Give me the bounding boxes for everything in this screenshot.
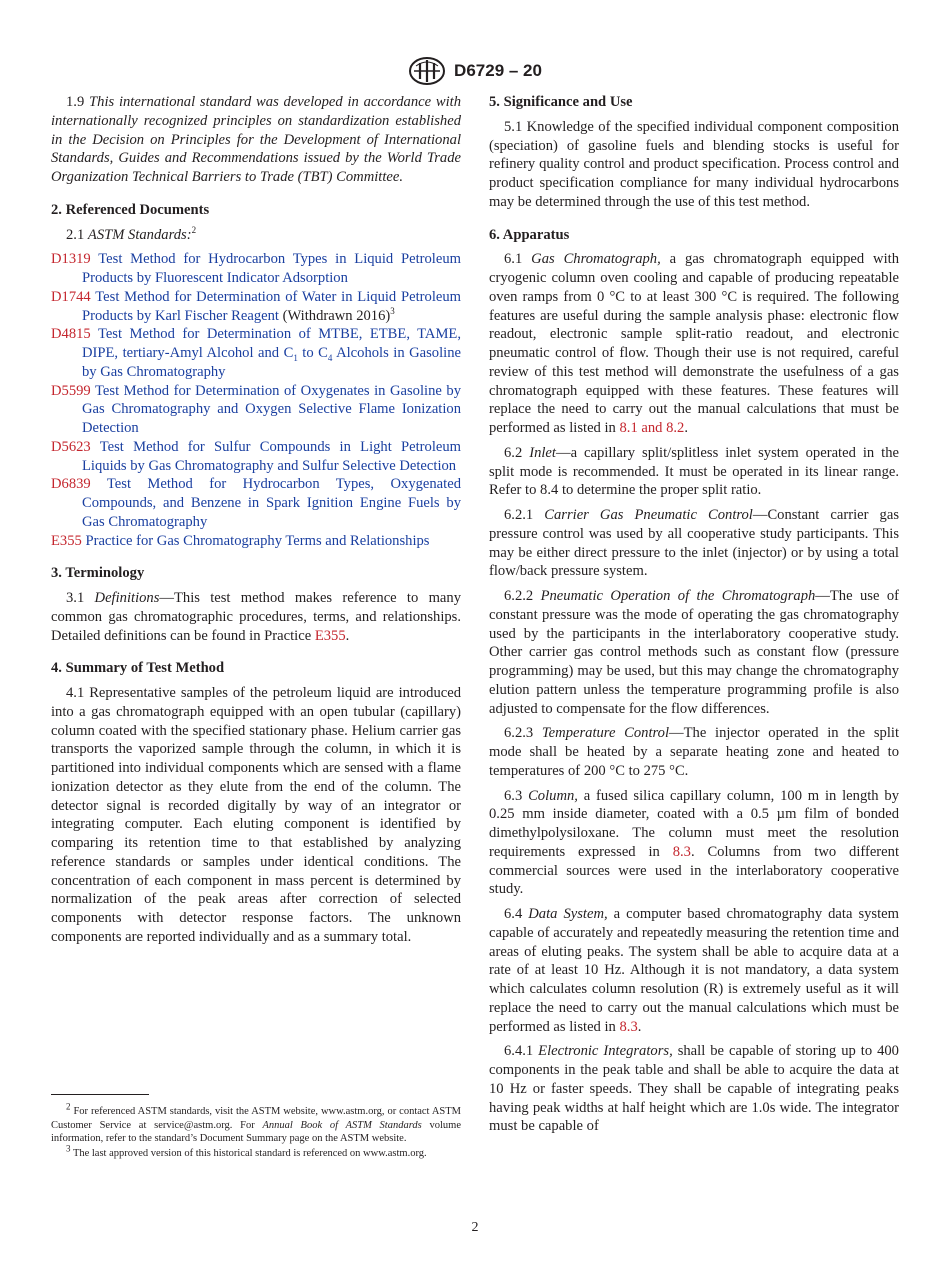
left-column	[51, 93, 461, 953]
section-2-heading: 2. Referenced Documents	[51, 201, 210, 218]
link-e355[interactable]: E355	[314, 627, 346, 644]
section-3-heading: 3. Terminology	[51, 565, 145, 582]
link-8-3[interactable]: 8.3	[619, 1018, 638, 1035]
paragraph-6-2-2: 6.2.2 Pneumatic Operation of the Chromatograph—The use of constant pressure was the mode of operating the gas chromatography used by the participants in the interlaboratory cooperative study. Other carrier gas control methods such as constant flow (pressure programming) may be used, but this may change the chromatography elution pattern unless the temperature programming profile is also adjusted to compensate for the flow differences.	[489, 588, 899, 717]
ref-e355[interactable]: E355 Practice for Gas Chromatography Terms and Relationships	[51, 532, 430, 549]
link-8-3[interactable]: 8.3	[672, 843, 691, 860]
footnotes	[51, 1101, 462, 1161]
footnote-2: $^2$ For referenced ASTM standards, visit the ASTM website, www.astm.org, or contact ASTM Customer Service at service@astm.org. For Annual Book of ASTM Standards volume information, refer to the standard’s Document Summary page on the ASTM website.	[51, 1101, 462, 1144]
section-4-heading: 4. Summary of Test Method	[51, 660, 225, 677]
paragraph-6-1: 6.1 Gas Chromatograph, a gas chromatograph equipped with cryogenic column oven cooling and capable of producing repeatable oven ramps from 0 °C to at least 300 °C is required. The following features are useful during the sample analysis phase: electronic flow readout, electronic sample split-ratio readout, and electronic pneumatic control of flow. Though their use is not required, careful review of this test method will demonstrate the usefulness of a gas chromatograph equipped with these features. These features will replace the need to carry out the manual calculations that must be performed as listed in 8.1 and 8.2.	[489, 251, 899, 436]
paragraph-4-1: 4.1 Representative samples of the petroleum liquid are introduced into a gas chromatograph equipped with an open tubular (capillary) column coated with the specified stationary phase. Helium carrier gas transports the vaporized sample through the column, in which it is partitioned into individual components which are sensed with a flame ionization detector as they elute from the end of the column. The detector signal is recorded digitally by way of an integrator or integrating computer. Each eluting component is identified by comparing its retention time to that established by analyzing reference standards or samples under identical conditions. The concentration of each component in mass percent is determined by normalization of the peak areas after correction of selected components with detector response factors. The unknown components are reported individually and as a summary total.	[51, 685, 461, 945]
ref-d1744[interactable]: D1744 Test Method for Determination of Water in Liquid Petroleum Products by Karl Fischer Reagent (Withdrawn 2016)$^3$	[51, 288, 461, 324]
astm-logo-icon	[408, 56, 446, 86]
section-5-heading: 5. Significance and Use	[489, 94, 633, 110]
page-number: 2	[471, 1220, 479, 1235]
designation: D6729 – 20	[454, 61, 542, 80]
ref-d1319[interactable]: D1319 Test Method for Hydrocarbon Types in Liquid Petroleum Products by Fluorescent Indicator Adsorption	[51, 251, 461, 286]
footnote-3: $^3$ The last approved version of this historical standard is referenced on www.astm.org.	[66, 1143, 427, 1159]
paragraph-6-4: 6.4 Data System, a computer based chromatography data system capable of accurately and repeatedly measuring the retention time and areas of eluting peaks. The system shall be able to acquire data at a rate of at least 10 Hz. Although it is not mandatory, a data system which calculates column resolution (R) is extremely useful as it will replace the need to carry out the manual calculations which must be performed as listed in 8.3.	[489, 906, 899, 1035]
footnote-rule	[51, 1094, 149, 1095]
paragraph-6-3: 6.3 Column, a fused silica capillary column, 100 m in length by 0.25 mm inside diameter, coated with a 0.5 µm film of bonded dimethylpolysiloxane. The column must meet the resolution requirements expressed in 8.3. Columns from two different commercial sources were used in the interlaboratory cooperative study.	[489, 787, 899, 898]
paragraph-6-4-1: 6.4.1 Electronic Integrators, shall be capable of storing up to 400 components in the peak table and shall be able to acquire the data at 10 Hz or faster speeds. They shall be capable of integrating peaks having peak widths at half height which are 1.0s wide. The integrator must be capable of	[489, 1043, 899, 1135]
paragraph-6-2: 6.2 Inlet—a capillary split/splitless inlet system operated in the split mode is recommended. It must be operated in its linear range. Refer to 8.4 to determine the proper split ratio.	[489, 444, 899, 499]
paragraph-6-2-3: 6.2.3 Temperature Control—The injector operated in the split mode shall be heated by a separate heating zone and heated to temperatures of 200 °C to 275 °C.	[489, 725, 900, 779]
paragraph-2-1: 2.1 ASTM Standards:$^2$	[66, 224, 197, 243]
page-header	[0, 56, 950, 86]
link-8-1-and-8-2[interactable]: 8.1 and 8.2	[619, 420, 685, 436]
paragraph-5-1: 5.1 Knowledge of the specified individual component composition (speciation) of gasoline fuels and blending stocks is useful for refinery quality control and product specification. Process control and product specification compliance for many individual hydrocarbons may be determined through the use of this test method.	[489, 118, 899, 210]
paragraph-1-9: 1.9 This international standard was developed in accordance with internationally recognized principles on standardization established in the Decision on Principles for the Development of International Standards, Guides and Recommendations issued by the World Trade Organization Technical Barriers to Trade (TBT) Committee.	[51, 94, 462, 185]
section-6-heading: 6. Apparatus	[489, 226, 570, 243]
ref-d5599[interactable]: D5599 Test Method for Determination of Oxygenates in Gasoline by Gas Chromatography and Oxygen Selective Flame Ionization Detection	[51, 382, 461, 436]
paragraph-3-1: 3.1 Definitions—This test method makes reference to many common gas chromatographic procedures, terms, and relationships. Detailed definitions can be found in Practice E355.	[51, 590, 461, 644]
paragraph-6-2-1: 6.2.1 Carrier Gas Pneumatic Control—Constant carrier gas pressure control was used by all cooperative study participants. This may be either direct pressure to the inlet (injector) or by using a total flow/back pressure system.	[489, 507, 899, 580]
ref-d4815[interactable]: D4815 Test Method for Determination of MTBE, ETBE, TAME, DIPE, tertiary-Amyl Alcohol and $C_1$ to $C_4$ Alcohols in Gasoline by Gas Chromatography	[51, 326, 461, 380]
ref-d6839[interactable]: D6839 Test Method for Hydrocarbon Types, Oxygenated Compounds, and Benzene in Spark Ignition Engine Fuels by Gas Chromatography	[51, 476, 461, 530]
ref-d5623[interactable]: D5623 Test Method for Sulfur Compounds in Light Petroleum Liquids by Gas Chromatography and Sulfur Selective Detection	[51, 438, 462, 474]
right-column	[489, 93, 899, 1142]
